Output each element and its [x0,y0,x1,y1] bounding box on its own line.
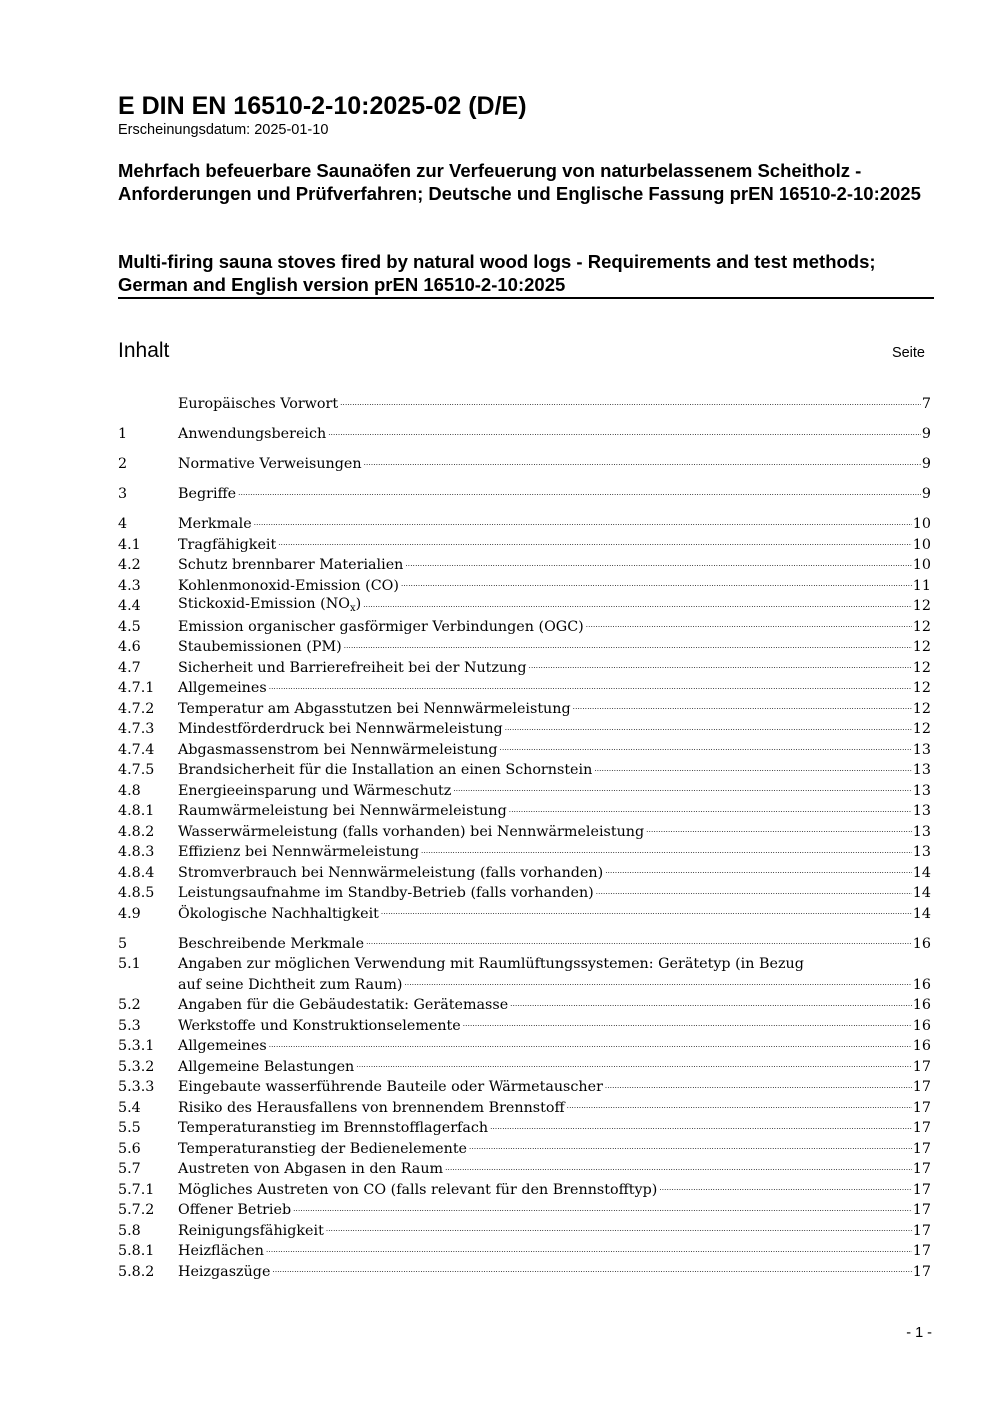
toc-entry[interactable] [118,617,931,638]
page-number: - 1 - [906,1325,932,1341]
toc-entry-page: 9 [921,426,931,442]
toc-entry-label: Energieeinsparung und Wärmeschutz [178,782,452,799]
toc-entry-label: Raumwärmeleistung bei Nennwärmeleistung [178,803,507,819]
toc-entry-number: 5.3.2 [118,1058,155,1075]
dot-leader [363,598,912,613]
toc-entry-page: 17 [912,1263,931,1280]
toc-entry-number: 4.7.3 [118,721,155,737]
toc-entry-number: 3 [118,486,128,502]
dot-leader [463,1017,912,1032]
toc-entry-label: Abgasmassenstrom bei Nennwärmeleistung [178,741,498,758]
dot-leader [405,557,911,572]
toc-entry-label: Risiko des Herausfallens von brennendem Brennstoff [178,1099,565,1116]
dot-leader [364,456,921,471]
toc-entry-page: 13 [912,782,931,799]
toc-entry-label: Angaben für die Gebäudestatik: Gerätemasse [178,997,509,1013]
toc-entry-page: 10 [912,536,931,553]
dot-leader [510,997,912,1012]
toc-entry-page: 17 [912,1099,931,1116]
dot-leader [254,516,912,531]
toc-entry[interactable] [118,555,931,576]
toc-entry-number: 4.8.2 [118,823,155,840]
toc-entry-label: Allgemeines [178,1038,267,1054]
toc-entry-label: Stromverbrauch bei Nennwärmeleistung (falls vorhanden) [178,864,604,881]
toc-entry-number: 4.8.3 [118,844,155,860]
toc-entry-page: 13 [912,823,931,840]
toc-entry-page: 13 [912,844,931,860]
title-german: Mehrfach befeuerbare Saunaöfen zur Verfeuerung von naturbelassenem Scheitholz - Anforderungen und Prüfverfahren; Deutsche und Englische Fassung prEN 16510-2-10:2025 [118,160,921,204]
toc-entry-label: Ökologische Nachhaltigkeit [178,905,379,922]
toc-entry-number: 5.5 [118,1120,141,1136]
toc-entry[interactable] [118,678,931,699]
toc-entry[interactable] [118,394,931,415]
toc-entry[interactable] [118,1200,931,1221]
toc-entry-label: Kohlenmonoxid-Emission (CO) [178,577,399,594]
toc-entry-number: 4.7.2 [118,700,155,717]
toc-entry-label: Allgemeine Belastungen [178,1058,355,1075]
dot-leader [605,864,912,879]
dot-leader [573,700,912,715]
toc-entry-number: 4.9 [118,905,141,922]
toc-entry-label: Werkstoffe und Konstruktionselemente [178,1017,461,1034]
toc-entry-page: 17 [912,1161,931,1177]
toc-entry[interactable] [118,484,931,505]
toc-entry-page: 12 [912,618,931,635]
dot-leader [445,1161,912,1176]
toc-entry[interactable] [118,1241,931,1262]
toc-entry-label: Heizflächen [178,1243,264,1259]
toc-entry[interactable] [118,801,931,822]
toc-entry[interactable] [118,1159,931,1180]
dot-leader [500,741,912,756]
toc-entry-page: 17 [912,1140,931,1157]
toc-entry-page: 17 [912,1202,931,1218]
dot-leader [567,1099,912,1114]
dot-leader [594,762,911,777]
toc-entry-label: Reinigungsfähigkeit [178,1222,324,1239]
title-english: Multi-firing sauna stoves fired by natural wood logs - Requirements and test methods; German and English version prEN 16510-2-10:2025 [118,251,876,295]
toc-entry-number: 4.8.5 [118,885,155,901]
dot-leader [328,426,921,441]
toc-entry-number: 5.3.1 [118,1038,155,1054]
toc-entry-number: 4.8.4 [118,864,155,881]
dot-leader [404,976,911,991]
toc-entry-label: Heizgaszüge [178,1263,271,1280]
toc-entry-label-line-1: Angaben zur möglichen Verwendung mit Raumlüftungssystemen: Gerätetyp (in Bezug [178,956,804,972]
toc-entry-page: 9 [921,456,931,472]
toc-entry-number: 4.4 [118,598,141,614]
dot-leader [366,935,912,950]
toc-entry-number: 4.1 [118,536,141,553]
toc-entry-label: Schutz brennbarer Materialien [178,557,404,573]
toc-entry[interactable] [118,760,931,781]
toc-entry-label: Staubemissionen (PM) [178,639,342,655]
toc-entry-number: 5.8.2 [118,1263,155,1280]
toc-entry-label: Normative Verweisungen [178,456,362,472]
toc-entry[interactable] [118,596,931,617]
toc-entry-page: 9 [921,486,931,502]
toc-entry[interactable] [118,454,931,475]
toc-entry-label: Tragfähigkeit [178,536,277,553]
toc-entry[interactable] [118,424,931,445]
toc-entry-page: 16 [912,1038,931,1054]
toc-entry-label: Merkmale [178,516,252,532]
toc-entry[interactable] [118,1016,931,1037]
toc-entry-page: 17 [912,1058,931,1075]
dot-leader [596,885,912,900]
toc-entry[interactable] [118,1221,931,1242]
dot-leader [344,639,912,654]
toc-entry[interactable] [118,822,931,843]
toc-heading: Inhalt [118,339,170,362]
toc-entry-number: 5.4 [118,1099,141,1116]
toc-entry-page: 12 [912,659,931,676]
toc-entry[interactable] [118,954,931,995]
toc-entry-label: Temperaturanstieg der Bedienelemente [178,1140,468,1157]
toc-entry-number: 1 [118,426,128,442]
toc-entry[interactable] [118,535,931,556]
dot-leader [586,618,912,633]
toc-entry-number: 5.2 [118,997,141,1013]
toc-entry[interactable] [118,904,931,925]
dot-leader [529,659,912,674]
dot-leader [238,486,921,501]
toc-entry-number: 4.6 [118,639,141,655]
dot-leader [278,536,912,551]
toc-entry-number: 4.5 [118,618,141,635]
dot-leader [266,1243,912,1258]
toc-entry-number: 2 [118,456,128,472]
dot-leader [340,396,921,411]
toc-entry-label: Austreten von Abgasen in den Raum [178,1161,444,1177]
toc-entry-label: Leistungsaufnahme im Standby-Betrieb (falls vorhanden) [178,885,594,901]
toc-entry-page: 14 [912,864,931,881]
toc-entry-number: 5.8.1 [118,1243,155,1259]
toc-entry-number: 5.1 [118,956,141,972]
toc-entry[interactable] [118,842,931,863]
dot-leader [605,1079,912,1094]
dot-leader [490,1120,912,1135]
toc-entry-page: 10 [912,516,931,532]
toc-entry-label: Brandsicherheit für die Installation an einen Schornstein [178,762,593,778]
toc-entry-page: 12 [912,598,931,614]
toc-entry-page: 10 [912,557,931,573]
toc-entry[interactable] [118,1036,931,1057]
toc-entry[interactable] [118,1180,931,1201]
toc-entry-page: 12 [912,700,931,717]
toc-entry-number: 4.8.1 [118,803,155,819]
dot-leader [326,1222,912,1237]
toc-entry-number: 4 [118,516,128,532]
toc-entry-label: Stickoxid-Emission $(NO_x)$ [178,596,362,614]
toc-entry-page: 13 [912,762,931,778]
toc-entry-label: Temperatur am Abgasstutzen bei Nennwärmeleistung [178,700,571,717]
toc-entry-page: 16 [912,935,931,952]
toc-entry-number: 5.7.2 [118,1202,155,1218]
toc-entry-label: Temperaturanstieg im Brennstofflagerfach [178,1120,489,1136]
dot-leader [453,782,911,797]
toc-entry-label: Emission organischer gasförmiger Verbindungen (OGC) [178,618,584,635]
dot-leader [505,721,912,736]
toc-entry[interactable] [118,1139,931,1160]
toc-entry-page: 12 [912,721,931,737]
toc-entry[interactable] [118,740,931,761]
toc-entry-label: Mögliches Austreten von CO (falls relevant für den Brennstofftyp) [178,1181,658,1198]
toc-entry-page: 17 [912,1181,931,1198]
dot-leader [381,905,912,920]
toc-entry-page: 14 [912,905,931,922]
dot-leader [659,1181,911,1196]
toc-entry-page: 16 [912,1017,931,1034]
toc-entry-page: 7 [921,396,931,412]
toc-entry-number: 5.6 [118,1140,141,1157]
toc-entry-label: Sicherheit und Barrierefreiheit bei der Nutzung [178,659,527,676]
toc-entry-number: 4.7.5 [118,762,155,778]
toc-entry-page: 13 [912,803,931,819]
toc-entry-page: 11 [912,577,931,594]
toc-entry-page: 16 [912,976,931,993]
toc-entry-number: 4.7 [118,659,141,676]
toc-entry-label: Allgemeines [178,680,267,696]
toc-entry-number: 5.7.1 [118,1181,155,1198]
toc-entry-page: 12 [912,680,931,696]
toc-entry-number: 4.2 [118,557,141,573]
toc-entry[interactable] [118,995,931,1016]
dot-leader [269,680,912,695]
toc-entry-page: 17 [912,1120,931,1136]
title-divider [118,297,934,299]
toc-entry-label-line-2: auf seine Dichtheit zum Raum) [178,976,403,993]
toc-entry-page: 16 [912,997,931,1013]
toc-entry-label: Eingebaute wasserführende Bauteile oder Wärmetauscher [178,1079,603,1095]
toc-entry[interactable] [118,699,931,720]
toc-entry-number: 5 [118,935,128,952]
toc-entry[interactable] [118,1098,931,1119]
toc-entry-number: 4.7.4 [118,741,155,758]
toc-entry[interactable] [118,637,931,658]
toc-entry-label: Beschreibende Merkmale [178,935,365,952]
toc-entry[interactable] [118,719,931,740]
toc-entry-number: 5.3 [118,1017,141,1034]
toc-entry[interactable] [118,576,931,597]
dot-leader [646,823,912,838]
document-id: E DIN EN 16510-2-10:2025-02 (D/E) [118,92,527,120]
toc-entry-number: 4.3 [118,577,141,594]
dot-leader [421,844,912,859]
toc-entry-page: 12 [912,639,931,655]
toc-entry[interactable] [118,658,931,679]
dot-leader [509,803,912,818]
toc-entry-page: 14 [912,885,931,901]
toc-entry[interactable] [118,1077,931,1098]
toc-page-column-heading: Seite [891,345,925,361]
toc-entry-number: 5.7 [118,1161,141,1177]
toc-entry-page: 17 [912,1079,931,1095]
toc-entry[interactable] [118,1118,931,1139]
toc-entry-page: 17 [912,1243,931,1259]
toc-entry[interactable] [118,1057,931,1078]
toc-entry-label: Begriffe [178,486,237,502]
toc-entry-number: 4.7.1 [118,680,155,696]
toc-entry-page: 13 [912,741,931,758]
toc-entry[interactable] [118,863,931,884]
toc-entry-label: Wasserwärmeleistung (falls vorhanden) bei Nennwärmeleistung [178,823,645,840]
toc-entry[interactable] [118,883,931,904]
toc-entry-label: Effizienz bei Nennwärmeleistung [178,844,420,860]
toc-entry-label: Offener Betrieb [178,1202,292,1218]
table-of-contents [118,394,931,1282]
dot-leader [356,1058,912,1073]
publication-date: Erscheinungsdatum: 2025-01-10 [118,122,329,138]
toc-entry-number: 5.3.3 [118,1079,155,1095]
toc-entry-page: 17 [912,1222,931,1239]
toc-entry-label: Europäisches Vorwort [178,396,339,412]
toc-entry[interactable] [118,934,931,955]
dot-leader [269,1038,912,1053]
toc-entry[interactable] [118,1262,931,1283]
dot-leader [469,1140,912,1155]
toc-entry-number: 5.8 [118,1222,141,1239]
toc-entry[interactable] [118,514,931,535]
dot-leader [401,577,912,592]
dot-leader [293,1202,912,1217]
toc-entry-number: 4.8 [118,782,141,799]
toc-entry[interactable] [118,781,931,802]
dot-leader [272,1263,911,1278]
toc-entry-label: Mindestförderdruck bei Nennwärmeleistung [178,721,503,737]
toc-entry-label: Anwendungsbereich [178,426,327,442]
